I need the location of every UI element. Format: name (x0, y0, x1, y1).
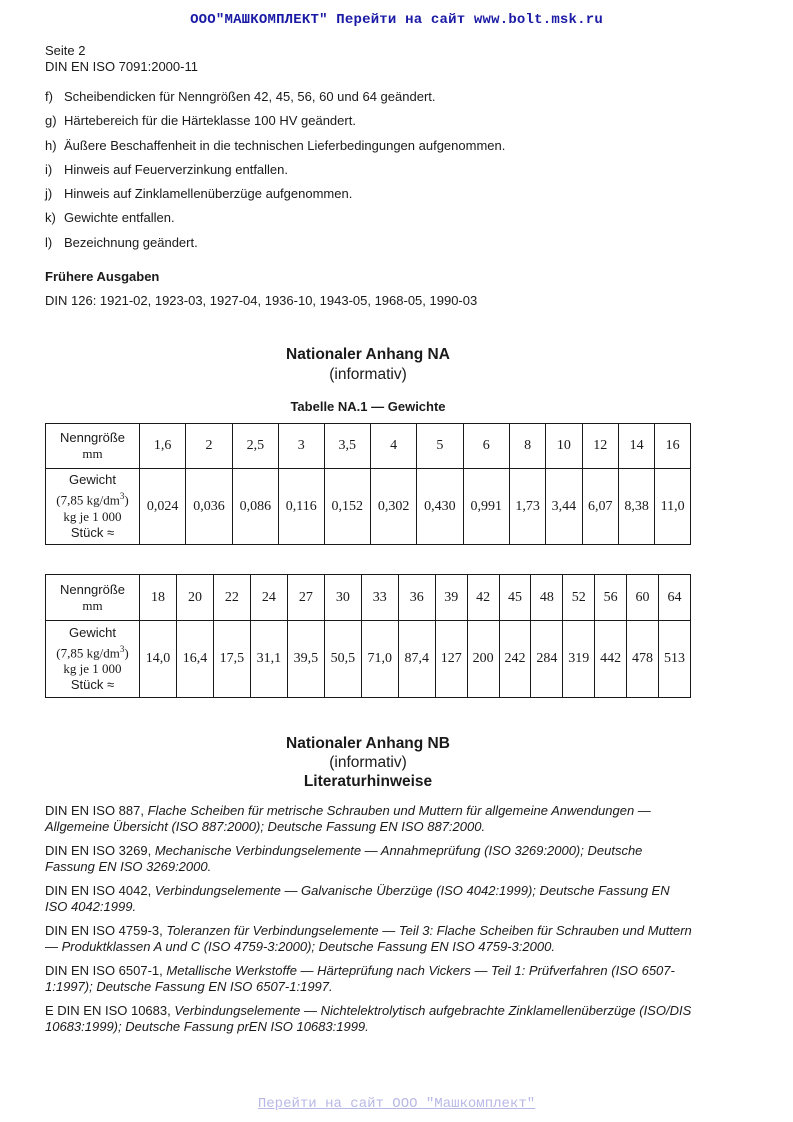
list-item (45, 234, 695, 258)
weight-cell: 200 (467, 621, 499, 698)
size-cell: 42 (467, 575, 499, 621)
reference-title: Verbindungselemente — Nichtelektrolytisch aufgebrachte Zinklamellenüberzüge (ISO/DIS 10683:1999); Deutsche Fassung prEN ISO 10683:1999. (45, 1003, 692, 1034)
item-text: Gewichte entfallen. (64, 210, 175, 226)
weights-table-1 (45, 423, 691, 545)
item-text: Härtebereich für die Härteklasse 100 HV geändert. (64, 113, 356, 129)
annex-nb-subtitle: (informativ) (329, 754, 407, 771)
reference-id: DIN EN ISO 887, (45, 803, 144, 818)
size-cell: 1,6 (140, 424, 186, 469)
weight-cell: 0,430 (417, 469, 463, 545)
reference-item (45, 883, 693, 915)
weight-cell: 0,152 (324, 469, 370, 545)
weight-cell: 242 (499, 621, 531, 698)
size-unit: mm (82, 446, 103, 461)
size-cell: 36 (398, 575, 435, 621)
item-letter: j) (45, 186, 53, 202)
weight-cell: 513 (658, 621, 690, 698)
size-cell: 8 (509, 424, 545, 469)
weight-cell: 16,4 (176, 621, 213, 698)
reference-item (45, 963, 693, 995)
density-label: (7,85 $kg/dm^3$) (56, 643, 129, 661)
weight-cell: 127 (435, 621, 467, 698)
reference-item (45, 843, 693, 875)
item-text: Bezeichnung geändert. (64, 234, 198, 250)
weight-row (46, 621, 691, 698)
weight-cell: 0,086 (232, 469, 278, 545)
size-cell: 24 (250, 575, 287, 621)
size-cell: 12 (582, 424, 618, 469)
list-item (45, 161, 695, 185)
weight-cell: 14,0 (140, 621, 177, 698)
item-letter: k) (45, 210, 56, 226)
weight-row (46, 469, 691, 545)
size-cell: 27 (287, 575, 324, 621)
item-letter: i) (45, 161, 53, 177)
size-cell: 39 (435, 575, 467, 621)
document-id: DIN EN ISO 7091:2000-11 (45, 59, 198, 74)
size-cell: 2,5 (232, 424, 278, 469)
size-cell: 4 (370, 424, 416, 469)
size-cell: 2 (186, 424, 232, 469)
weight-cell: 478 (627, 621, 659, 698)
weight-cell: 31,1 (250, 621, 287, 698)
page-meta (45, 43, 695, 75)
pieces-label: Stück ≈ (70, 677, 115, 693)
size-unit: mm (82, 597, 103, 613)
reference-id: E DIN EN ISO 10683, (45, 1003, 171, 1018)
table-caption: Tabelle NA.1 — Gewichte (290, 399, 446, 414)
item-letter: g) (45, 113, 57, 129)
weight-cell: 71,0 (361, 621, 398, 698)
weight-cell: 11,0 (655, 469, 691, 545)
weight-cell: 284 (531, 621, 563, 698)
item-text: Hinweis auf Feuerverzinkung entfallen. (64, 161, 289, 177)
weight-label: Gewicht (69, 472, 116, 488)
size-header (46, 424, 140, 469)
weight-cell: 0,036 (186, 469, 232, 545)
list-item (45, 137, 695, 161)
item-letter: l) (45, 234, 53, 250)
weight-header (46, 469, 140, 545)
weight-cell: 319 (563, 621, 595, 698)
weight-label: Gewicht (69, 624, 116, 640)
annex-na-title: Nationaler Anhang NA (286, 346, 450, 363)
item-text: Äußere Beschaffenheit in die technischen Lieferbedingungen aufgenommen. (64, 137, 506, 153)
weight-cell: 6,07 (582, 469, 618, 545)
item-text: Hinweis auf Zinklamellenüberzüge aufgenommen. (64, 186, 353, 202)
weight-cell: 8,38 (618, 469, 654, 545)
size-header (46, 575, 140, 621)
list-item (45, 112, 695, 136)
weight-cell: 3,44 (546, 469, 582, 545)
size-label: Nenngröße (59, 430, 126, 445)
per-label: kg je 1 000 (63, 508, 122, 524)
footer-site-link[interactable]: Перейти на сайт ООО "Машкомплект" (257, 1096, 536, 1112)
weight-cell: 0,302 (370, 469, 416, 545)
weights-table-2 (45, 574, 691, 698)
changes-list (45, 88, 695, 258)
size-row (46, 575, 691, 621)
size-cell: 18 (140, 575, 177, 621)
size-cell: 3 (278, 424, 324, 469)
weight-cell: 87,4 (398, 621, 435, 698)
weight-cell: 50,5 (324, 621, 361, 698)
weight-cell: 0,024 (140, 469, 186, 545)
reference-id: DIN EN ISO 6507-1, (45, 963, 163, 978)
header-site-link[interactable]: ООО"МАШКОМПЛЕКТ" Перейти на сайт www.bolt.msk.ru (190, 12, 603, 28)
reference-item (45, 923, 693, 955)
reference-title: Metallische Werkstoffe — Härteprüfung nach Vickers — Teil 1: Prüfverfahren (ISO 6507-1:1997); Deutsche Fassung EN ISO 6507-1:1997. (45, 963, 675, 994)
reference-id: DIN EN ISO 3269, (45, 843, 152, 858)
size-row (46, 424, 691, 469)
weight-cell: 39,5 (287, 621, 324, 698)
size-cell: 64 (658, 575, 690, 621)
size-cell: 60 (627, 575, 659, 621)
size-cell: 5 (417, 424, 463, 469)
size-cell: 33 (361, 575, 398, 621)
annex-nb-title: Nationaler Anhang NB (286, 735, 450, 752)
annex-na-subtitle: (informativ) (329, 366, 407, 383)
reference-item (45, 803, 693, 835)
reference-title: Verbindungselemente — Galvanische Überzüge (ISO 4042:1999); Deutsche Fassung EN ISO 4042:1999. (45, 883, 670, 914)
size-cell: 3,5 (324, 424, 370, 469)
size-cell: 20 (176, 575, 213, 621)
item-text: Scheibendicken für Nenngrößen 42, 45, 56, 60 und 64 geändert. (64, 89, 436, 104)
pieces-label: Stück ≈ (70, 524, 115, 540)
size-cell: 30 (324, 575, 361, 621)
item-letter: h) (45, 137, 57, 153)
size-cell: 22 (213, 575, 250, 621)
size-cell: 14 (618, 424, 654, 469)
reference-title: Flache Scheiben für metrische Schrauben und Muttern für allgemeine Anwendungen — Allgemeine Übersicht (ISO 887:2000); Deutsche Fassung EN ISO 887:2000. (45, 803, 651, 834)
size-cell: 52 (563, 575, 595, 621)
reference-id: DIN EN ISO 4042, (45, 883, 152, 898)
reference-item (45, 1003, 693, 1035)
weight-cell: 0,991 (463, 469, 509, 545)
size-cell: 45 (499, 575, 531, 621)
density-label: (7,85 $kg/dm^3$) (56, 491, 129, 508)
size-cell: 48 (531, 575, 563, 621)
list-item (45, 185, 695, 209)
reference-title: Mechanische Verbindungselemente — Annahmeprüfung (ISO 3269:2000); Deutsche Fassung EN ISO 3269:2000. (45, 843, 643, 874)
per-label: kg je 1 000 (63, 661, 122, 677)
weight-cell: 0,116 (278, 469, 324, 545)
list-item (45, 88, 695, 112)
list-item (45, 209, 695, 233)
reference-id: DIN EN ISO 4759-3, (45, 923, 163, 938)
previous-editions-heading: Frühere Ausgaben (45, 269, 160, 284)
item-letter: f) (45, 89, 53, 104)
size-cell: 6 (463, 424, 509, 469)
size-cell: 56 (595, 575, 627, 621)
weight-cell: 1,73 (509, 469, 545, 545)
size-cell: 10 (546, 424, 582, 469)
size-cell: 16 (655, 424, 691, 469)
page-number: Seite 2 (45, 43, 86, 58)
size-label: Nenngröße (59, 581, 126, 597)
literature-heading: Literaturhinweise (303, 773, 433, 790)
previous-editions-text: DIN 126: 1921-02, 1923-03, 1927-04, 1936-10, 1943-05, 1968-05, 1990-03 (45, 293, 478, 308)
weight-cell: 442 (595, 621, 627, 698)
weight-header (46, 621, 140, 698)
reference-title: Toleranzen für Verbindungselemente — Teil 3: Flache Scheiben für Schrauben und Muttern — Produktklassen A und C (ISO 4759-3:2000); Deutsche Fassung EN ISO 4759-3:2000. (45, 923, 692, 954)
weight-cell: 17,5 (213, 621, 250, 698)
